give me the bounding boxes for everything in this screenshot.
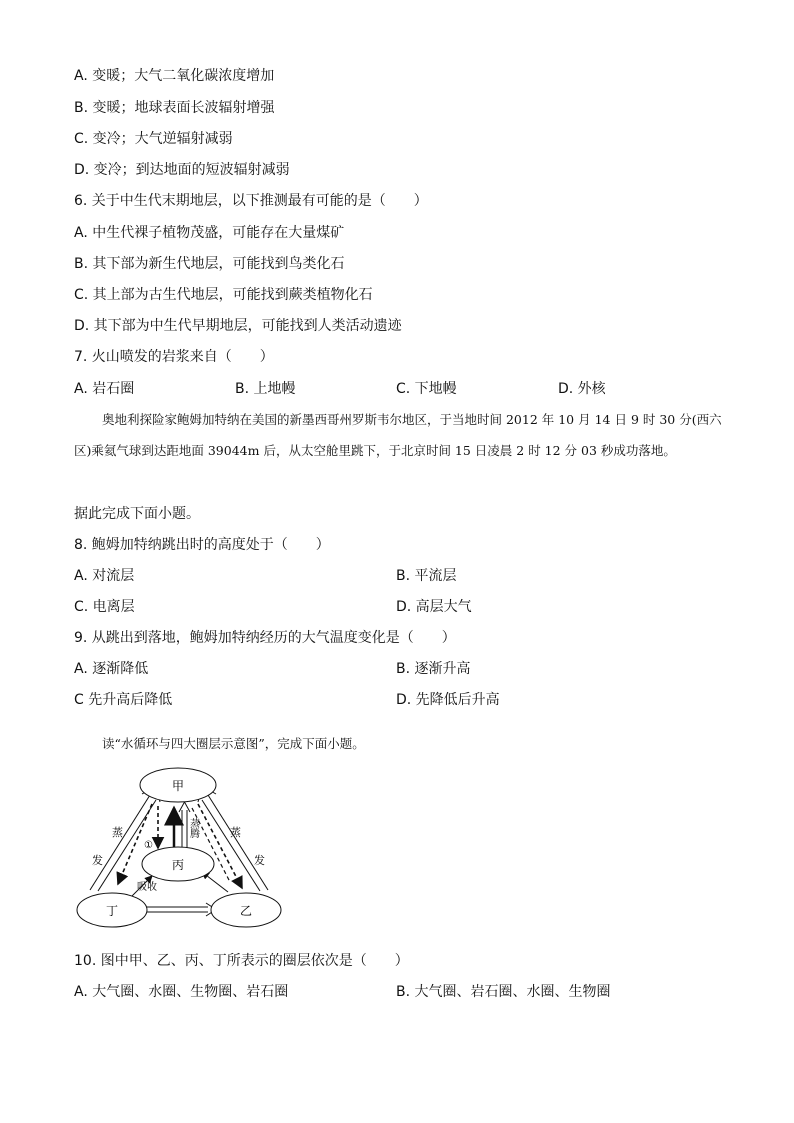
q9-option-a: A. 逐渐降低 [74, 661, 149, 677]
q8-stem: 8. 鲍姆加特纳跳出时的高度处于（ ） [74, 537, 330, 553]
q9-option-d: D. 先降低后升高 [396, 692, 500, 708]
q10-option-b: B. 大气圈、岩石圈、水圈、生物圈 [396, 984, 611, 1000]
q10-stem: 10. 图中甲、乙、丙、丁所表示的圈层依次是（ ） [74, 953, 409, 969]
q8-option-d: D. 高层大气 [396, 599, 472, 615]
q5-option-d: D. 变冷；到达地面的短波辐射减弱 [74, 162, 290, 178]
q7-option-d: D. 外核 [558, 381, 606, 397]
node-top-label: 甲 [171, 779, 185, 793]
q9-stem: 9. 从跳出到落地，鲍姆加特纳经历的大气温度变化是（ ） [74, 630, 456, 646]
q8-option-b: B. 平流层 [396, 568, 457, 584]
absorb-label: 吸收 [137, 882, 157, 893]
q6-option-a: A. 中生代裸子植物茂盛，可能存在大量煤矿 [74, 225, 345, 241]
q6-stem: 6. 关于中生代末期地层，以下推测最有可能的是（ ） [74, 193, 428, 209]
q8-option-a: A. 对流层 [74, 568, 135, 584]
passage-2-text: 读“水循环与四大圈层示意图”，完成下面小题。 [102, 736, 365, 751]
node-left-label: 丁 [105, 904, 119, 918]
q9-option-b: B. 逐渐升高 [396, 661, 471, 677]
q10-option-a: A. 大气圈、水圈、生物圈、岩石圈 [74, 984, 289, 1000]
q6-option-d: D. 其下部为中生代早期地层，可能找到人类活动遗迹 [74, 318, 402, 334]
evaporation-right-char-2: 发 [254, 854, 265, 867]
q7-option-b: B. 上地幔 [235, 381, 296, 397]
q7-option-c: C. 下地幔 [396, 381, 457, 397]
q9-option-c: C 先升高后降低 [74, 692, 173, 708]
transpiration-label: 蒸腾 [187, 818, 199, 838]
evaporation-left-char-2: 发 [92, 854, 103, 867]
q7-option-a: A. 岩石圈 [74, 381, 135, 397]
q7-stem: 7. 火山喷发的岩浆来自（ ） [74, 349, 274, 365]
node-center-label: 丙 [171, 858, 185, 872]
q5-option-a: A. 变暖；大气二氧化碳浓度增加 [74, 68, 275, 84]
node-right-label: 乙 [239, 904, 253, 918]
q8-option-c: C. 电离层 [74, 599, 135, 615]
evaporation-left-char-1: 蒸 [112, 826, 123, 839]
passage-1-instruction: 据此完成下面小题。 [74, 506, 200, 522]
evaporation-arrow-left [90, 786, 160, 891]
passage-1 [74, 404, 724, 466]
evaporation-right-char-1: 蒸 [230, 826, 241, 839]
water-cycle-diagram [70, 760, 290, 930]
q6-option-c: C. 其上部为古生代地层，可能找到蕨类植物化石 [74, 287, 373, 303]
passage-1-text: 奥地利探险家鲍姆加特纳在美国的新墨西哥州罗斯韦尔地区，于当地时间 2012 年 10 月 14 日 9 时 30 分(西六区)乘氦气球到达距地面 39044m 后，从太空舱里跳下，于北京时间 15 日凌晨 2 时 12 分 03 秒成功落地。 [74, 412, 722, 458]
q5-option-b: B. 变暖；地球表面长波辐射增强 [74, 100, 275, 116]
q6-option-b: B. 其下部为新生代地层，可能找到鸟类化石 [74, 256, 345, 272]
q5-option-c: C. 变冷；大气逆辐射减弱 [74, 131, 233, 147]
marker-label: ① [144, 840, 153, 851]
